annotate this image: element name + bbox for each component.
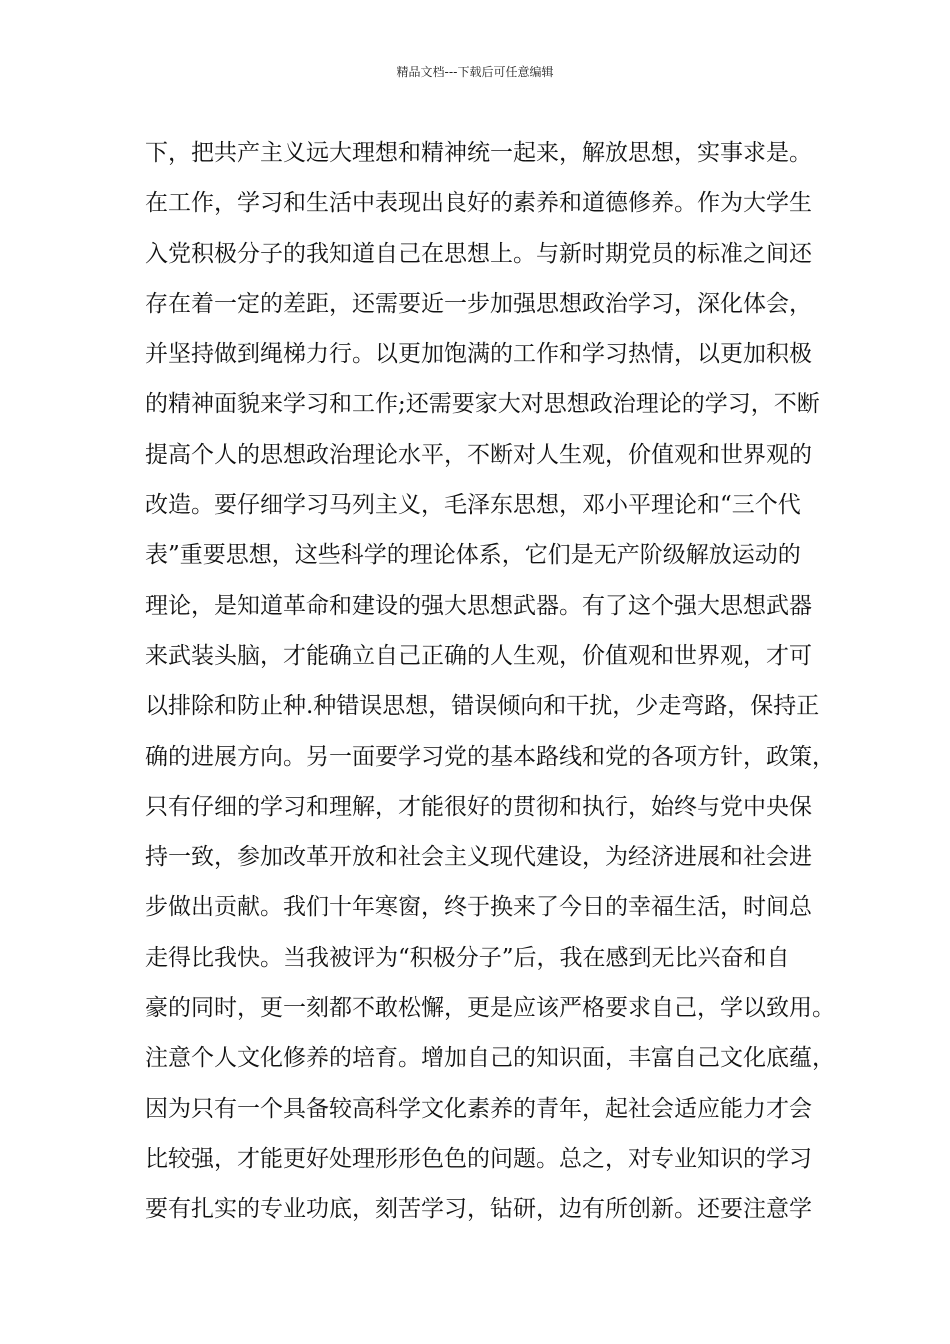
text-line: 比较强，才能更好处理形形色色的问题。总之，对专业知识的学习 xyxy=(145,1145,812,1172)
text-line: 注意个人文化修养的培育。增加自己的知识面，丰富自己文化底蕴， xyxy=(145,1045,835,1072)
text-line: 改造。要仔细学习马列主义，毛泽东思想，邓小平理论和“三个代 xyxy=(145,492,801,519)
text-line: 表”重要思想，这些科学的理论体系，它们是无产阶级解放运动的 xyxy=(145,542,801,569)
text-line: 因为只有一个具备较高科学文化素养的青年，起社会适应能力才会 xyxy=(145,1095,812,1122)
text-line: 来武装头脑，才能确立自己正确的人生观，价值观和世界观，才可 xyxy=(145,642,812,669)
text-line: 理论，是知道革命和建设的强大思想武器。有了这个强大思想武器 xyxy=(145,592,812,619)
text-line: 只有仔细的学习和理解，才能很好的贯彻和执行，始终与党中央保 xyxy=(145,793,812,820)
text-line: 的精神面貌来学习和工作;还需要家大对思想政治理论的学习，不断 xyxy=(145,391,820,418)
body-text xyxy=(145,128,845,1235)
text-line: 下，把共产主义远大理想和精神统一起来，解放思想，实事求是。 xyxy=(145,140,812,166)
text-line: 存在着一定的差距，还需要近一步加强思想政治学习，深化体会， xyxy=(145,290,812,317)
text-line: 持一致，参加改革开放和社会主义现代建设，为经济进展和社会进 xyxy=(145,844,812,871)
text-line: 以排除和防止种.种错误思想，错误倾向和干扰，少走弯路，保持正 xyxy=(145,693,820,720)
text-line: 要有扎实的专业功底，刻苦学习，钻研，边有所创新。还要注意学 xyxy=(145,1196,812,1223)
text-line: 步做出贡献。我们十年寒窗，终于换来了今日的幸福生活，时间总 xyxy=(145,894,812,921)
text-line: 提高个人的思想政治理论水平，不断对人生观，价值观和世界观的 xyxy=(145,441,812,468)
text-line: 在工作，学习和生活中表现出良好的素养和道德修养。作为大学生 xyxy=(145,190,812,217)
text-line: 确的进展方向。另一面要学习党的基本路线和党的各项方针，政策， xyxy=(145,743,835,770)
page-header: 精品文档---下载后可任意编辑 xyxy=(396,65,554,79)
text-line: 走得比我快。当我被评为“积极分子”后，我在感到无比兴奋和自 xyxy=(145,944,790,971)
text-line: 豪的同时，更一刻都不敢松懈，更是应该严格要求自己，学以致用。 xyxy=(145,995,835,1022)
text-line: 并坚持做到绳梯力行。以更加饱满的工作和学习热情，以更加积极 xyxy=(145,341,812,368)
text-line: 入党积极分子的我知道自己在思想上。与新时期党员的标准之间还 xyxy=(145,240,812,267)
